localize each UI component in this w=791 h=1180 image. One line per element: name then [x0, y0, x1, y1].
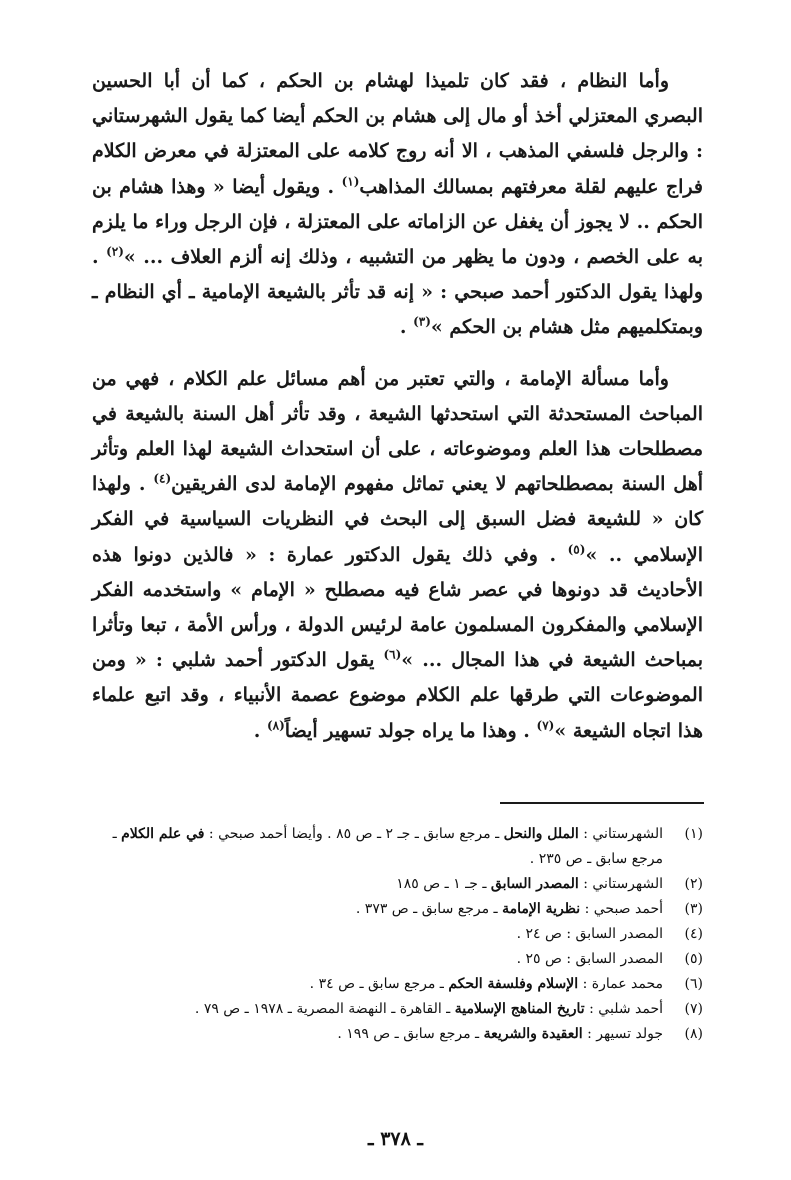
footnote-number: (٥) [684, 951, 703, 967]
text-segment: وأما النظام ، فقد كان تلميذا لهشام بن الحكم ، كما أن أبا الحسين البصري المعتزلي أخذ أو مال إلى هشام بن الحكم أيضا كما يقول الشهرستاني : والرجل فلسفي المذهب ، الا أنه روج كلامه على المعتزلة في معرض الكلام فراج عليهم لقلة معرفتهم بمسالك المذاهب [92, 70, 703, 198]
footnote-author: محمد عمارة : [578, 976, 663, 992]
footnote-details: ـ مرجع سابق ـ ص ٢٣٥ . [112, 826, 663, 867]
footnote-details: ـ القاهرة ـ النهضة المصرية ـ ١٩٧٨ ـ ص ٧٩ . [194, 1001, 455, 1017]
footnote-book-title: نظرية الإمامة [502, 901, 581, 917]
footnote-author: جولد تسيهر : [582, 1026, 663, 1042]
footnote-text [88, 972, 663, 997]
footnote-text [88, 997, 663, 1022]
footnote-text [88, 822, 663, 872]
footnote-number: (٣) [684, 901, 703, 917]
footnote-details: ـ مرجع سابق ـ ص ١٩٩ . [337, 1026, 484, 1042]
text-segment: يقول الدكتور أحمد شلبي : « ومن الموضوعات التي طرقها علم الكلام موضوع عصمة الأنبياء ، وقد اتبع علماء هذا اتجاه الشيعة » [92, 649, 703, 742]
footnote-separator [500, 802, 704, 804]
footnote-book-title: الملل والنحل [503, 826, 579, 842]
text-segment: . [399, 316, 414, 339]
footnote-number: (٤) [684, 926, 703, 942]
footnote-book-title: المصدر السابق [490, 876, 579, 892]
footnote-author: المصدر السابق : ص ٢٥ . [516, 951, 663, 967]
footnote-author: المصدر السابق : ص ٢٤ . [516, 926, 663, 942]
footnote-item [88, 897, 703, 922]
footnote-book-title: الإسلام وفلسفة الحكم [448, 976, 579, 992]
footnote-ref: (٧) [536, 718, 555, 733]
footnote-item [88, 997, 703, 1022]
text-segment: . ويقول أيضا « وهذا هشام بن الحكم .. لا يجوز أن يغفل عن الزاماته على المعتزلة ، فإن الرجل وراء ما يلزم به على الخصم ، ودون ما يظهر من التشبيه ، وذلك إنه ألزم العلاف ... » [92, 175, 704, 269]
footnote-details: ـ مرجع سابق ـ جـ ٢ ـ ص ٨٥ . وأيضا أحمد صبحي : [204, 826, 504, 842]
footnote-ref: (٦) [383, 647, 402, 662]
paragraph [92, 362, 703, 749]
footnote-ref: (٤) [153, 471, 172, 486]
footnote-author: أحمد صبحي : [580, 901, 663, 917]
footnotes [88, 822, 703, 1047]
footnote-author: أحمد شلبي : [584, 1001, 663, 1017]
footnote-details: ـ مرجع سابق ـ ص ٣٤ . [309, 976, 449, 992]
footnote-author: الشهرستاني : [578, 826, 663, 842]
footnote-item [88, 922, 703, 947]
footnote-ref: (٨) [266, 718, 285, 733]
page-number: ـ ٣٧٨ ـ [368, 1128, 423, 1150]
text-segment: وأما مسألة الإمامة ، والتي تعتبر من أهم مسائل علم الكلام ، فهي من المباحث المستحدثة التي استحدثها الشيعة ، وقد تأثر أهل السنة بالشيعة في مصطلحات هذا العلم وموضوعاته ، على أن استحداث الشيعة لهذا العلم وتأثر أهل السنة بمصطلحاتهم لا يعني تماثل مفهوم الإمامة لدى الفريقين [92, 367, 703, 496]
footnote-details: ـ مرجع سابق ـ ص ٣٧٣ . [355, 901, 503, 917]
footnote-ref: (٢) [106, 244, 124, 259]
text-segment: . وفي ذلك يقول الدكتور عمارة : « فالذين دونوا هذه الأحاديث قد دونوها في عصر شاع فيه مصطلح « الإمام » واستخدمه الفكر الإسلامي والمفكرون المسلمون عامة لرئيس الدولة ، ورأس الأمة ، تبعا وتأثرا بمباحث الشيعة في هذا المجال ... » [92, 543, 703, 672]
footnote-text [88, 872, 663, 897]
footnote-ref: (٥) [567, 542, 586, 557]
footnote-book-title: تاريخ المناهج الإسلامية [454, 1001, 585, 1017]
footnote-text [88, 922, 663, 947]
footnote-number: (٢) [684, 876, 703, 892]
footnote-item [88, 872, 703, 897]
footnote-ref: (١) [341, 174, 360, 189]
footnote-book-title: في علم الكلام [121, 826, 205, 842]
footnote-number: (٨) [684, 1026, 703, 1042]
footnote-number: (٦) [684, 976, 703, 992]
footnote-book-title: العقيدة والشريعة [483, 1026, 583, 1042]
footnote-text [88, 897, 663, 922]
paragraph [92, 64, 703, 346]
text-segment: . ولهذا كان « للشيعة فضل السبق إلى البحث في النظريات السياسية في الفكر الإسلامي .. » [92, 473, 703, 566]
text-segment: . وهذا ما يراه جولد تسهير أيضاً [284, 719, 537, 742]
text-segment: . [253, 719, 267, 742]
footnote-text [88, 1022, 663, 1047]
footnote-number: (٧) [684, 1001, 703, 1017]
footnote-item [88, 972, 703, 997]
footnote-number: (١) [684, 826, 703, 842]
footnote-author: الشهرستاني : [578, 876, 663, 892]
footnote-item [88, 822, 703, 872]
footnote-details: ـ جـ ١ ـ ص ١٨٥ [396, 876, 491, 892]
footnote-item [88, 1022, 703, 1047]
footnote-ref: (٣) [413, 315, 431, 330]
footnote-item [88, 947, 703, 972]
text-segment: . ولهذا يقول الدكتور أحمد صبحي : « إنه قد تأثر بالشيعة الإمامية ـ أي النظام ـ وبمتكلميهم مثل هشام بن الحكم » [92, 246, 703, 339]
footnote-text [88, 947, 663, 972]
main-text [92, 64, 703, 749]
